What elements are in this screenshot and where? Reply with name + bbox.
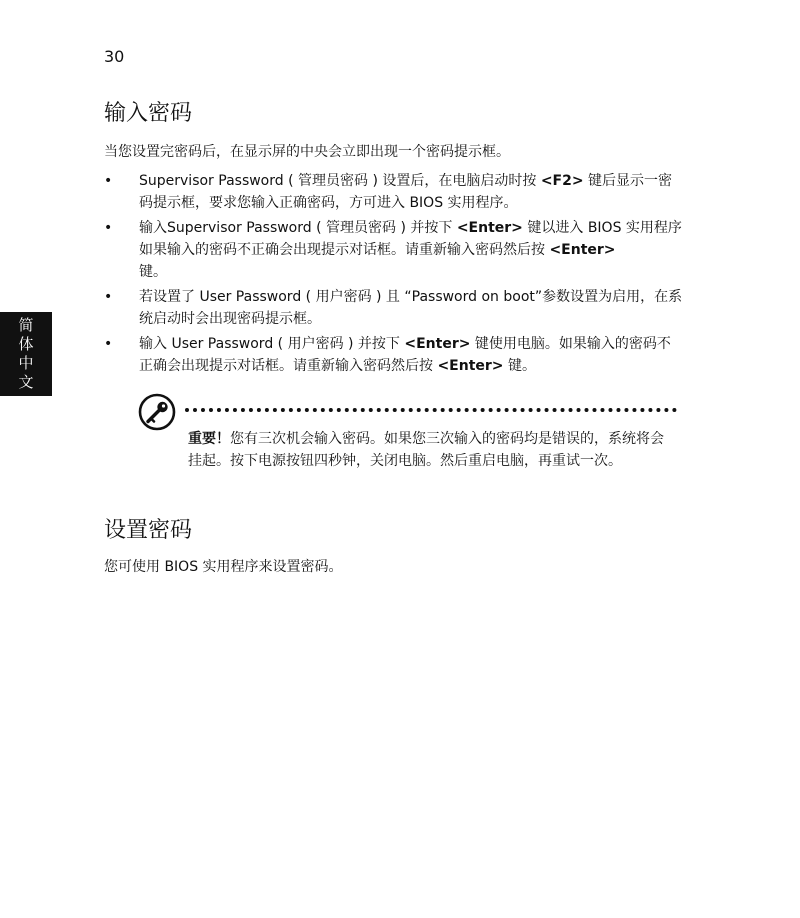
bullet-text: 键后显示一密码提示框，要求您输入正确密码，方可进入 BIOS 实用程序。 bbox=[139, 173, 673, 211]
key-label: <Enter> bbox=[404, 336, 471, 352]
bullet-text: 输入 User Password ( 用户密码 ) 并按下 bbox=[139, 336, 405, 352]
intro-paragraph: 当您设置完密码后，在显示屏的中央会立即出现一个密码提示框。 bbox=[104, 144, 510, 160]
side-tab-char: 体 bbox=[18, 335, 34, 353]
set-password-paragraph: 您可使用 BIOS 实用程序来设置密码。 bbox=[104, 559, 343, 575]
key-icon bbox=[138, 393, 176, 431]
side-tab-char: 文 bbox=[18, 373, 34, 391]
side-tab-char: 简 bbox=[18, 316, 34, 334]
bullet-text: 若设置了 User Password ( 用户密码 ) 且 “Password on boot”参数设置为启用，在系统启动时会出现密码提示框。 bbox=[139, 289, 683, 327]
bullet-text: 键。 bbox=[139, 264, 167, 280]
bullet-icon: • bbox=[104, 173, 113, 189]
key-label: <Enter> bbox=[456, 220, 523, 236]
note-label: 重要！ bbox=[188, 431, 230, 447]
key-label: <Enter> bbox=[549, 242, 616, 258]
important-note bbox=[188, 428, 668, 472]
list-item bbox=[104, 217, 684, 283]
bullet-text: 输入Supervisor Password ( 管理员密码 ) 并按下 bbox=[139, 220, 457, 236]
section-title-set-password: 设置密码 bbox=[104, 518, 193, 543]
note-body: 您有三次机会输入密码。如果您三次输入的密码均是错误的，系统将会挂起。按下电源按钮四秒钟，关闭电脑。然后重启电脑，再重试一次。 bbox=[188, 431, 664, 469]
list-item bbox=[104, 333, 684, 377]
list-item bbox=[104, 286, 684, 330]
bullet-text: Supervisor Password ( 管理员密码 ) 设置后，在电脑启动时按 bbox=[139, 173, 541, 189]
bullet-icon: • bbox=[104, 336, 113, 352]
note-divider bbox=[185, 408, 677, 412]
key-label: <Enter> bbox=[437, 358, 504, 374]
password-bullet-list bbox=[104, 170, 684, 380]
list-item bbox=[104, 170, 684, 214]
bullet-icon: • bbox=[104, 220, 113, 236]
bullet-text: 键以进入 BIOS 实用程序 如果输入的密码不正确会出现提示对话框。请重新输入密码然后按 bbox=[139, 220, 682, 258]
bullet-text: 键。 bbox=[503, 358, 536, 374]
bullet-icon: • bbox=[104, 289, 113, 305]
key-label: <F2> bbox=[540, 173, 584, 189]
bullet-text: 键使用电脑。如果输入的密码不正确会出现提示对话框。请重新输入密码然后按 bbox=[139, 336, 671, 374]
language-side-tab bbox=[0, 312, 52, 396]
section-title-enter-password: 输入密码 bbox=[104, 101, 193, 126]
side-tab-char: 中 bbox=[18, 354, 34, 372]
page-number: 30 bbox=[104, 47, 125, 66]
